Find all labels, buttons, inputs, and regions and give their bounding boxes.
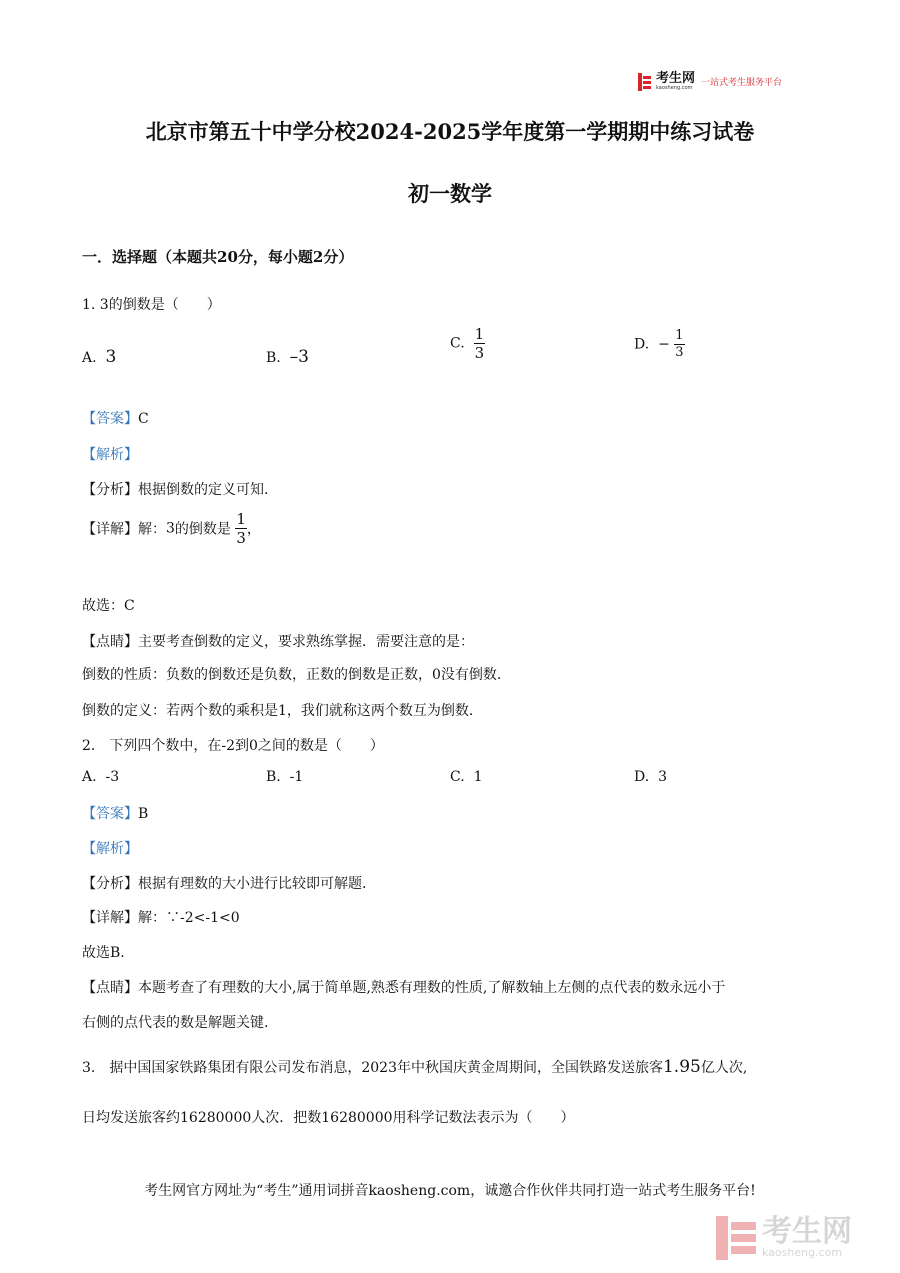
stem-prefix: 2. 下列四个数中，在 — [82, 738, 222, 754]
answer-value: B — [138, 806, 149, 822]
footer-text: 考生网官方网址为“考生”通用词拼音kaosheng.com，诚邀合作伙伴共同打造一站式考生服务平台! — [144, 1183, 756, 1199]
q3-prefix: 3. 据中国国家铁路集团有限公司发布消息，2023年中秋国庆黄金周期间，全国铁路发送旅客 — [82, 1060, 663, 1076]
fraction-denominator: 3 — [474, 344, 485, 362]
subject-title: 初一数学 — [408, 181, 492, 206]
watermark-text — [762, 1214, 852, 1259]
q2-note-line2: 右侧的点代表的数是解题关键. — [82, 1015, 269, 1031]
option-value: 1 — [473, 769, 483, 785]
stem-a: -2 — [221, 738, 235, 754]
watermark-name: 考生网 — [762, 1214, 852, 1249]
q1-option-a — [82, 347, 116, 367]
option-key: D. — [634, 336, 650, 353]
fraction-numerator: 1 — [675, 328, 684, 343]
fraction — [474, 325, 486, 362]
q2-answer — [82, 803, 148, 823]
stem-mid: 到 — [235, 738, 249, 754]
q2-option-a — [82, 769, 119, 785]
note-label: 【点睛】 — [82, 980, 138, 996]
watermark — [716, 1216, 852, 1260]
q2-option-d — [634, 769, 667, 785]
q2-note — [82, 977, 725, 997]
answer-label: 【答案】 — [82, 806, 138, 822]
fraction-numerator: 1 — [474, 325, 485, 343]
brand-domain: kaosheng.com — [656, 85, 693, 91]
q1-note-line2 — [82, 664, 501, 684]
q2-analysis-label: 【解析】 — [82, 841, 138, 857]
fraction-denominator: 3 — [236, 529, 246, 547]
q1-option-c — [450, 325, 485, 362]
fenxi-label: 【分析】 — [82, 876, 138, 892]
option-key: B. — [266, 350, 281, 366]
q1-fenxi — [82, 479, 268, 499]
q2-stem — [82, 735, 384, 755]
q1-analysis-label: 【解析】 — [82, 447, 138, 463]
q1-detail — [82, 510, 261, 547]
kaosheng-watermark-icon — [716, 1216, 756, 1260]
note2-suffix: 没有倒数. — [440, 667, 502, 683]
note2-prefix: 倒数的性质：负数的倒数还是负数，正数的倒数是正数， — [82, 667, 432, 683]
note-label: 【点睛】 — [82, 634, 138, 650]
section-heading: 一．选择题（本题共20分，每小题2分） — [82, 248, 354, 266]
option-value: -3 — [105, 769, 120, 785]
q1-option-b — [266, 347, 309, 367]
detail-number: 3 — [166, 520, 175, 537]
option-key: A. — [82, 350, 97, 366]
fenxi-text: 根据倒数的定义可知. — [138, 482, 269, 498]
q1-stem: 1. 3的倒数是（ ） — [82, 297, 221, 313]
note3-prefix: 倒数的定义：若两个数的乘积是 — [82, 703, 278, 719]
q2-detail — [82, 907, 240, 927]
brand-name: 考生网 — [656, 71, 696, 86]
note2-zero: 0 — [432, 667, 441, 683]
answer-label: 【答案】 — [82, 411, 138, 427]
q2-choose: 故选B. — [82, 945, 125, 961]
q2-fenxi — [82, 873, 366, 893]
detail-label: 【详解】 — [82, 910, 138, 926]
q1-note-line3 — [82, 700, 473, 720]
fraction — [235, 510, 247, 547]
q1-answer — [82, 408, 149, 428]
detail-label: 【详解】 — [82, 521, 138, 538]
fraction-numerator: 1 — [236, 510, 246, 528]
option-key: B. — [266, 769, 281, 785]
detail-mid: 的倒数是 — [174, 521, 231, 538]
note3-one: 1 — [278, 703, 287, 719]
stem-b: 0 — [249, 738, 258, 754]
q1-option-d — [634, 328, 685, 361]
logo-text — [656, 72, 695, 91]
minus-sign: − — [658, 336, 670, 353]
option-key: C. — [450, 769, 465, 785]
option-value: 3 — [105, 347, 117, 367]
q3-line1 — [82, 1057, 747, 1077]
q3-value: 1.95 — [662, 1057, 701, 1077]
detail-suffix: ， — [246, 521, 261, 538]
exam-title: 北京市第五十中学分校2024-2025学年度第一学期期中练习试卷 — [145, 119, 755, 144]
q2-option-b — [266, 769, 303, 785]
fenxi-text: 根据有理数的大小进行比较即可解题. — [138, 876, 367, 892]
kaosheng-logo-icon — [638, 73, 652, 91]
option-key: C. — [450, 335, 465, 352]
q3-line2: 日均发送旅客约16280000人次．把数16280000用科学记数法表示为（ ） — [82, 1110, 575, 1126]
option-value: 3 — [658, 769, 668, 785]
watermark-domain: kaosheng.com — [762, 1246, 843, 1259]
answer-value: C — [138, 411, 149, 427]
fraction — [674, 328, 684, 361]
q1-note — [82, 631, 474, 651]
q1-choose: 故选：C — [82, 598, 135, 614]
detail-text: 解：∵-2<-1<0 — [138, 910, 240, 926]
option-value: -1 — [289, 769, 304, 785]
note3-suffix: ，我们就称这两个数互为倒数. — [286, 703, 474, 719]
header-logo — [638, 72, 782, 91]
q2-option-c — [450, 769, 483, 785]
fenxi-label: 【分析】 — [82, 482, 138, 498]
detail-prefix: 解： — [138, 521, 166, 538]
option-value: –3 — [289, 347, 309, 367]
brand-slogan: 一站式考生服务平台 — [701, 78, 783, 88]
stem-suffix: 之间的数是（ ） — [257, 738, 384, 754]
option-key: A. — [82, 769, 97, 785]
note-text: 本题考查了有理数的大小,属于简单题,熟悉有理数的性质,了解数轴上左侧的点代表的数永远小于 — [138, 980, 726, 996]
fraction-denominator: 3 — [675, 345, 684, 360]
q3-suffix: 亿人次, — [700, 1060, 748, 1076]
option-key: D. — [634, 769, 650, 785]
note-text: 主要考查倒数的定义，要求熟练掌握．需要注意的是： — [138, 634, 474, 650]
